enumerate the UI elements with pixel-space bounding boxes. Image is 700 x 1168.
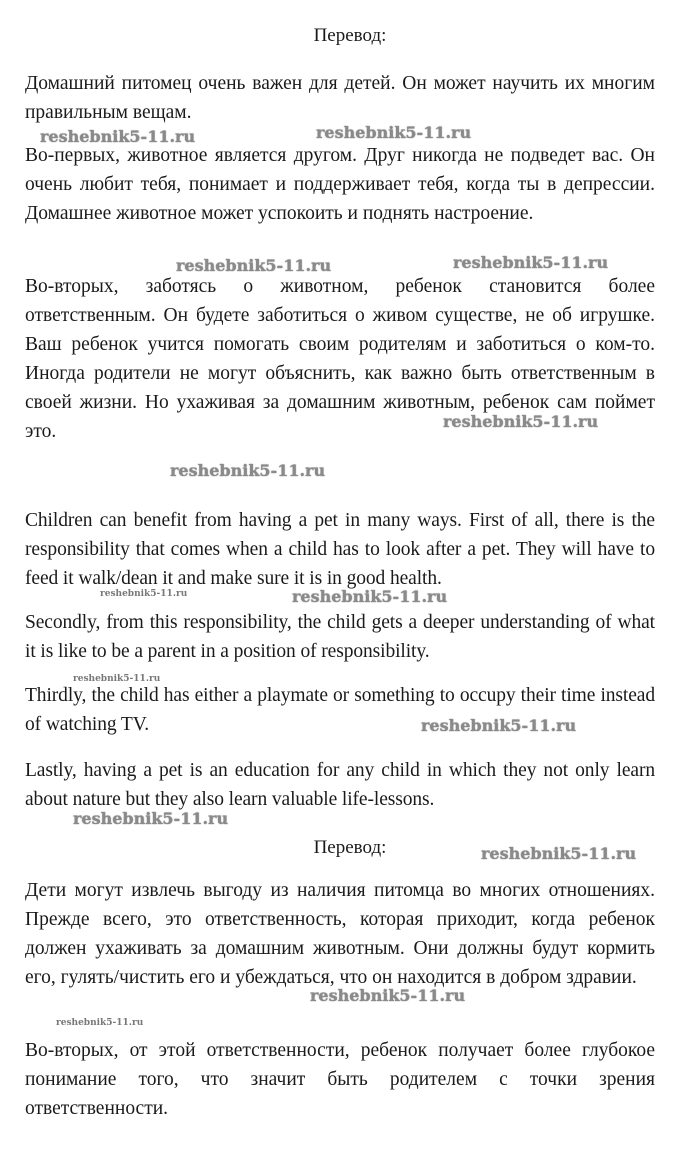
paragraph-en-benefits: Children can benefit from having a pet in many ways. First of all, there is the responsibility that comes when a child has to look after a pet. They will have to feed it walk/dean it and make sure it is in good health. xyxy=(25,510,655,589)
watermark: reshebnik5-11.ru xyxy=(56,1018,144,1028)
watermark: reshebnik5-11.ru xyxy=(421,716,577,735)
watermark: reshebnik5-11.ru xyxy=(73,809,229,828)
paragraph-ru-firstly: Во-первых, животное является другом. Друг никогда не подведет вас. Он очень любит тебя, понимает и поддерживает тебя, когда ты в депрессии. Домашнее животное может успокоить и поднять настроение. xyxy=(25,145,655,224)
watermark: reshebnik5-11.ru xyxy=(481,844,637,863)
paragraph-ru-secondly-2: Во-вторых, от этой ответственности, ребенок получает более глубокое понимание того, что значит быть родителем с точки зрения ответственности. xyxy=(25,1040,655,1119)
paragraph-en-secondly: Secondly, from this responsibility, the child gets a deeper understanding of what it is like to be a parent in a position of responsibility. xyxy=(25,612,655,662)
paragraph-en-thirdly: Thirdly, the child has either a playmate or something to occupy their time instead of watching TV. xyxy=(25,685,655,735)
watermark: reshebnik5-11.ru xyxy=(170,461,326,480)
paragraph-ru-intro: Домашний питомец очень важен для детей. Он может научить их многим правильным вещам. xyxy=(25,73,655,123)
watermark: reshebnik5-11.ru xyxy=(100,589,188,599)
watermark: reshebnik5-11.ru xyxy=(73,674,161,684)
paragraph-ru-benefits: Дети могут извлечь выгоду из наличия питомца во многих отношениях. Прежде всего, это ответственность, которая приходит, когда ребенок должен ухаживать за домашним животным. Они должны будут кормить его, гулять/чистить его и убеждаться, что он находится в добром здравии. xyxy=(25,880,655,988)
watermark: reshebnik5-11.ru xyxy=(443,412,599,431)
watermark: reshebnik5-11.ru xyxy=(453,253,609,272)
watermark: reshebnik5-11.ru xyxy=(176,256,332,275)
translation-heading-2: Перевод: xyxy=(313,837,387,858)
watermark: reshebnik5-11.ru xyxy=(292,587,448,606)
watermark: reshebnik5-11.ru xyxy=(40,127,196,146)
watermark: reshebnik5-11.ru xyxy=(310,986,466,1005)
watermark: reshebnik5-11.ru xyxy=(316,123,472,142)
paragraph-en-lastly: Lastly, having a pet is an education for any child in which they not only learn about nature but they also learn valuable life-lessons. xyxy=(25,760,655,810)
translation-heading-1: Перевод: xyxy=(313,25,387,46)
paragraph-ru-secondly: Во-вторых, заботясь о животном, ребенок становится более ответственным. Он будете заботиться о живом существе, не об игрушке. Ваш ребенок учится помогать своим родителям и заботиться о ком-то. Иногда родители не могут объяснить, как важно быть ответственным в своей жизни. Но ухаживая за домашним животным, ребенок сам поймет это. xyxy=(25,276,655,442)
